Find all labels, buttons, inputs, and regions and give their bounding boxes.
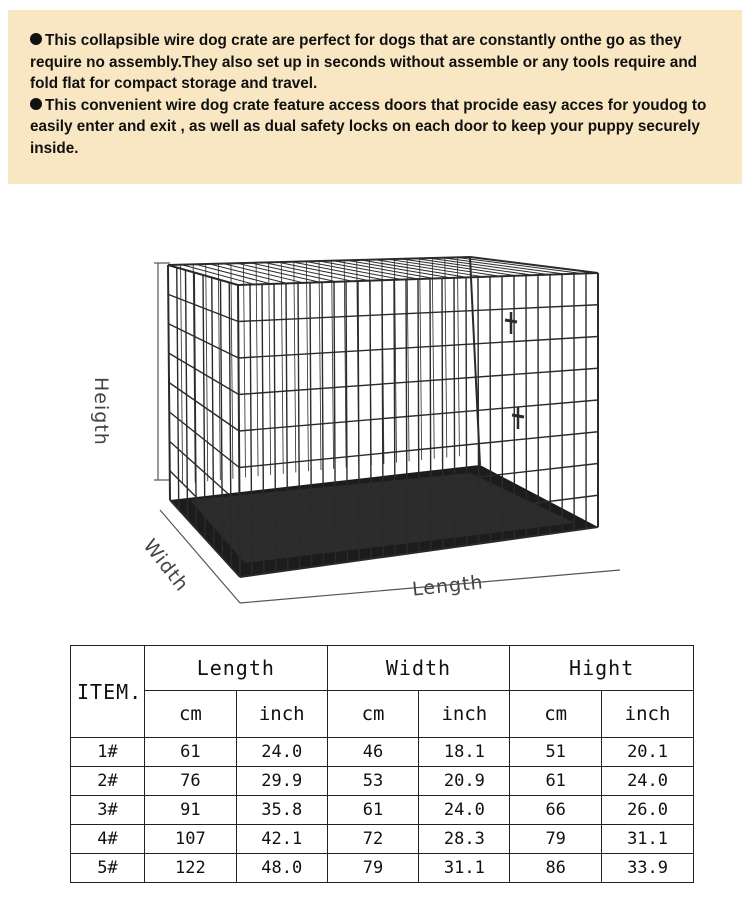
description-paragraph-1	[30, 30, 728, 95]
description-text-1: This collapsible wire dog crate are perfect for dogs that are constantly onthe go as they require no assembly.They also set up in seconds without assemble or any tools require and fold flat for compact storage and travel.	[30, 32, 698, 92]
height-label: Heigth	[90, 377, 112, 446]
unit-header: cm	[510, 691, 602, 738]
table-row	[71, 738, 694, 767]
table-cell: 86	[510, 854, 602, 883]
table-cell: 24.0	[419, 796, 510, 825]
table-cell: 35.8	[236, 796, 327, 825]
table-cell: 33.9	[602, 854, 694, 883]
description-box	[8, 10, 742, 184]
bullet-icon	[30, 98, 42, 110]
width-header: Width	[327, 646, 510, 691]
description-text-2: This convenient wire dog crate feature access doors that procide easy acces for youdog to easily enter and exit , as well as dual safety locks on each door to keep your puppy securely inside.	[30, 96, 707, 157]
table-cell: 76	[144, 767, 236, 796]
table-cell: 29.9	[236, 767, 327, 796]
table-cell: 31.1	[419, 854, 510, 883]
table-cell: 51	[510, 738, 602, 767]
description-paragraph-2	[30, 95, 728, 160]
item-cell: 3#	[71, 796, 145, 825]
height-header: Hight	[510, 646, 694, 691]
width-label: Width	[138, 535, 194, 596]
table-cell: 79	[327, 854, 419, 883]
table-cell: 28.3	[419, 825, 510, 854]
table-cell: 24.0	[602, 767, 694, 796]
table-cell: 72	[327, 825, 419, 854]
crate-illustration	[120, 245, 640, 615]
table-row	[71, 767, 694, 796]
length-label: Length	[411, 571, 485, 601]
crate-figure	[90, 245, 640, 615]
table-cell: 20.9	[419, 767, 510, 796]
table-cell: 61	[327, 796, 419, 825]
table-cell: 31.1	[602, 825, 694, 854]
table-cell: 53	[327, 767, 419, 796]
item-cell: 4#	[71, 825, 145, 854]
length-header: Length	[144, 646, 327, 691]
table-cell: 48.0	[236, 854, 327, 883]
unit-header: inch	[236, 691, 327, 738]
table-row	[71, 825, 694, 854]
table-cell: 18.1	[419, 738, 510, 767]
table-cell: 61	[144, 738, 236, 767]
unit-header: inch	[602, 691, 694, 738]
item-cell: 1#	[71, 738, 145, 767]
table-cell: 46	[327, 738, 419, 767]
item-cell: 2#	[71, 767, 145, 796]
table-cell: 61	[510, 767, 602, 796]
unit-header: inch	[419, 691, 510, 738]
table-cell: 20.1	[602, 738, 694, 767]
bullet-icon	[30, 33, 42, 45]
table-cell: 42.1	[236, 825, 327, 854]
table-cell: 122	[144, 854, 236, 883]
unit-header: cm	[327, 691, 419, 738]
table-row	[71, 854, 694, 883]
table-cell: 107	[144, 825, 236, 854]
table-cell: 26.0	[602, 796, 694, 825]
unit-header: cm	[144, 691, 236, 738]
item-cell: 5#	[71, 854, 145, 883]
table-cell: 91	[144, 796, 236, 825]
table-cell: 24.0	[236, 738, 327, 767]
table-row	[71, 796, 694, 825]
size-spec-table	[70, 645, 694, 883]
item-header: ITEM.	[71, 646, 145, 738]
table-cell: 79	[510, 825, 602, 854]
table-cell: 66	[510, 796, 602, 825]
